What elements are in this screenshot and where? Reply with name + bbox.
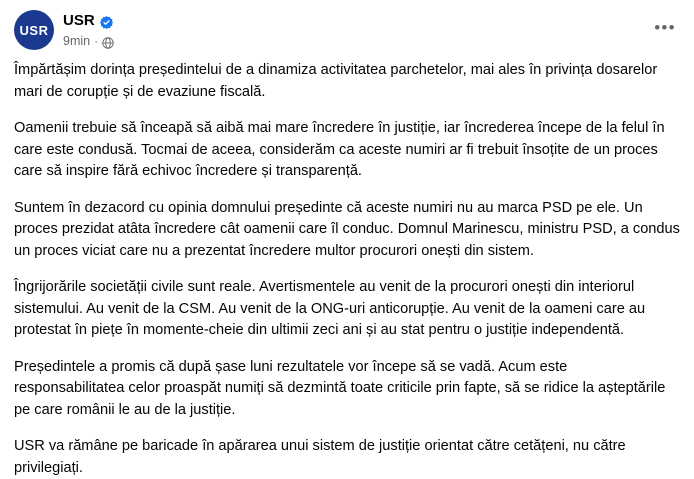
post-text [14, 60, 680, 479]
post-header [14, 10, 680, 54]
post-paragraph: USR va rămâne pe baricade în apărarea unui sistem de justiție orientat către cetățeni, nu către privilegiați. [14, 438, 626, 476]
post-timestamp[interactable]: 9min [63, 34, 91, 48]
meta-separator-dot: · [94, 34, 99, 48]
post-paragraph: Președintele a promis că după șase luni rezultatele vor începe să se vadă. Acum este responsabilitatea celor proaspăt numiți să dezmintă toate criticile prin fapte, să se ridice la așteptările pe care românii le au de la justiție. [14, 358, 666, 418]
page-name-row [63, 11, 114, 31]
verified-badge-icon [100, 16, 113, 29]
post-meta [63, 33, 114, 49]
post-more-options-icon[interactable]: ••• [654, 17, 676, 37]
post-paragraph: Împărtășim dorința președintelui de a dinamiza activitatea parchetelor, mai ales în privința dosarelor mari de corupție și de evaziune fiscală. [14, 62, 658, 100]
avatar-label: USR [19, 22, 49, 38]
post-header-text [63, 10, 114, 49]
page-name[interactable]: USR [63, 12, 95, 29]
globe-icon[interactable] [102, 37, 114, 49]
post-paragraph: Oamenii trebuie să înceapă să aibă mai mare încredere în justiție, iar încrederea începe de la felul în care este condusă. Tocmai de aceea, considerăm ca aceste numiri ar fi trebuit însoțite de un proces care să inspire fără echivoc încredere și transparență. [14, 120, 665, 179]
post-paragraph: Suntem în dezacord cu opinia domnului președinte că aceste numiri nu au marca PSD pe ele. Un proces prezidat atâta încredere cât oamenii care îl conduc. Domnul Marinescu, ministru PSD, a condus un proces viciat care nu a prezentat încredere multor procurori onești din sistem. [14, 199, 680, 259]
post-paragraph: Îngrijorările societății civile sunt reale. Avertismentele au venit de la procurori onești din interiorul sistemului. Au venit de la CSM. Au venit de la ONG-uri anticorupție. Au venit de la oameni care au protestat în piețe în momente-cheie din ultimii zeci ani și au stat pentru o justiție independentă. [14, 279, 646, 338]
avatar[interactable] [14, 10, 54, 50]
